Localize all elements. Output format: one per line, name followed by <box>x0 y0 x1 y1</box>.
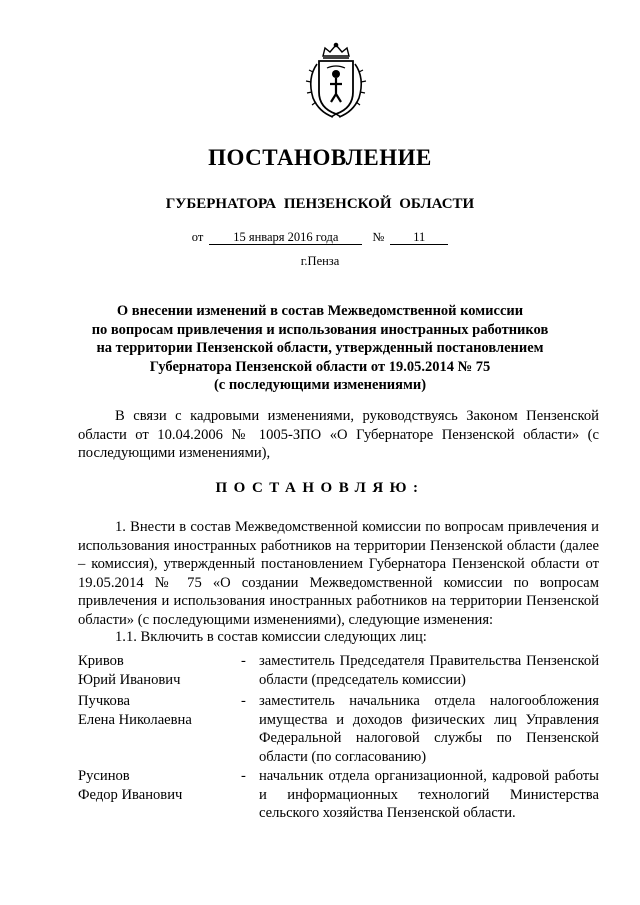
member-position: заместитель Председателя Правительства Пензенской области (председатель комиссии) <box>259 653 599 688</box>
member-row <box>78 692 599 767</box>
heading-line: О внесении изменений в состав Межведомственной комиссии <box>116 303 524 319</box>
member-dash: - <box>241 653 246 669</box>
member-name <box>78 652 238 689</box>
member-name <box>78 692 238 729</box>
coat-of-arms-icon <box>303 42 369 120</box>
document-subtitle: ГУБЕРНАТОРА ПЕНЗЕНСКОЙ ОБЛАСТИ <box>165 196 475 212</box>
document-heading <box>60 302 580 395</box>
member-dash: - <box>241 768 246 784</box>
number-label: № <box>372 230 385 244</box>
member-given-name: Елена Николаевна <box>78 711 192 728</box>
clause-1: 1. Внести в состав Межведомственной комиссии по вопросам привлечения и использования иностранных работников на территории Пензенской области (далее – комиссия), утвержденный постановлением Губернатора Пензенской области от 19.05.2014 № 75 «О создании Межведомственной комиссии по вопросам привлечения и использования иностранных работников на территории Пензенской области» (с последующими изменениями), следующие изменения: <box>78 519 599 628</box>
member-surname: Кривов <box>78 653 124 669</box>
heading-line: (с последующими изменениями) <box>213 377 427 393</box>
heading-line: Губернатора Пензенской области от 19.05.2014 № 75 <box>149 358 491 375</box>
document-date: 15 января 2016 года <box>209 230 362 245</box>
member-surname: Русинов <box>78 768 130 784</box>
city-name: г.Пенза <box>300 254 340 268</box>
decree-word: ПОСТАНОВЛЯЮ: <box>215 480 425 496</box>
document-title: ПОСТАНОВЛЕНИЕ <box>208 145 432 170</box>
members-list <box>78 652 599 827</box>
member-given-name: Федор Иванович <box>78 786 183 803</box>
heading-line: на территории Пензенской области, утвержденный постановлением <box>96 340 544 356</box>
heading-line: по вопросам привлечения и использования иностранных работников <box>91 321 549 338</box>
date-number-line <box>0 230 640 245</box>
clause-1-1: 1.1. Включить в состав комиссии следующих лиц: <box>115 629 427 645</box>
member-name <box>78 767 238 804</box>
preamble-paragraph: В связи с кадровыми изменениями, руководствуясь Законом Пензенской области от 10.04.2006 № 1005-ЗПО «О Губернаторе Пензенской области» (с последующими изменениями), <box>78 408 599 461</box>
member-position: начальник отдела организационной, кадровой работы и информационных технологий Министерства сельского хозяйства Пензенской области. <box>259 768 599 821</box>
member-row <box>78 767 599 827</box>
member-given-name: Юрий Иванович <box>78 671 181 688</box>
document-number: 11 <box>390 230 448 245</box>
date-prefix: от <box>191 230 204 244</box>
member-dash: - <box>241 693 246 709</box>
member-row <box>78 652 599 692</box>
member-position: заместитель начальника отдела налогообложения имущества и доходов физических лиц Управления Федеральной налоговой службы по Пензенской области (по согласованию) <box>259 693 599 765</box>
member-surname: Пучкова <box>78 693 130 709</box>
